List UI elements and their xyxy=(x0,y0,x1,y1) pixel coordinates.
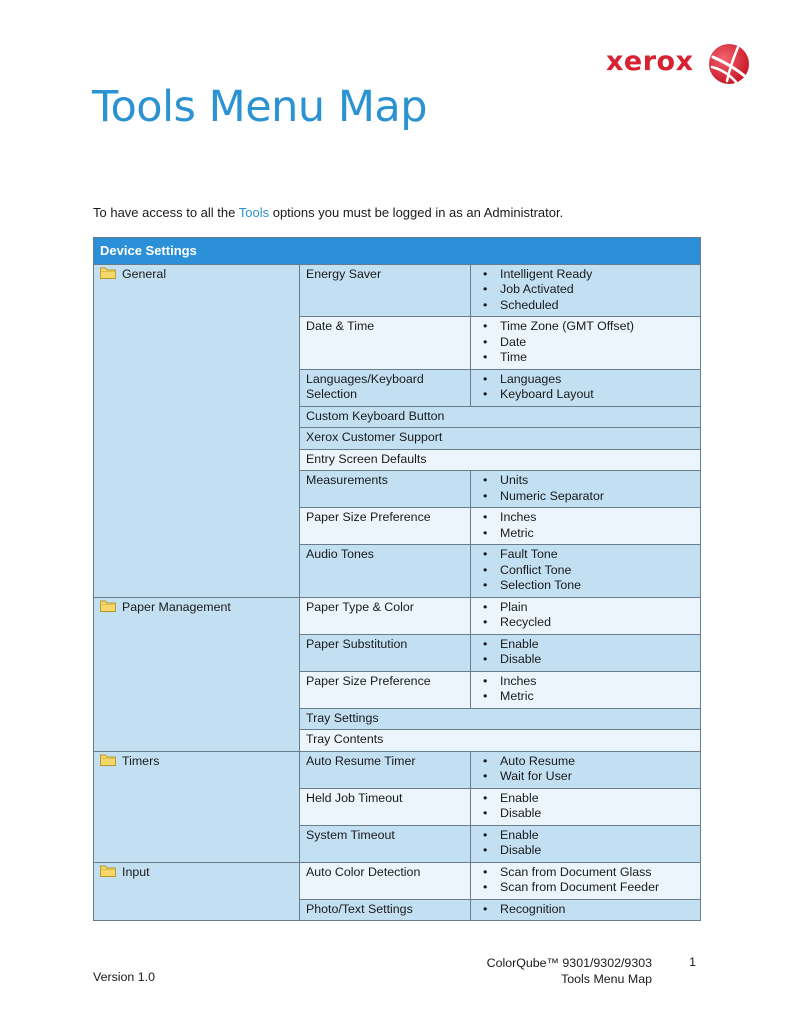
options-cell xyxy=(471,369,701,406)
options-list xyxy=(477,267,694,314)
setting-name: Energy Saver xyxy=(306,266,382,281)
section-cell xyxy=(94,264,300,597)
setting-cell xyxy=(300,730,701,752)
setting-cell xyxy=(300,508,471,545)
option-item: • Numeric Separator xyxy=(477,489,694,505)
intro-text xyxy=(93,205,563,220)
option-item: • Scan from Document Glass xyxy=(477,865,694,881)
option-item: • Inches xyxy=(477,510,694,526)
device-settings-header: Device Settings xyxy=(94,238,701,265)
section-cell xyxy=(94,597,300,751)
xerox-logo xyxy=(606,42,750,88)
section-label: Paper Management xyxy=(122,599,231,614)
option-item: • Scheduled xyxy=(477,298,694,314)
folder-icon xyxy=(100,754,116,766)
setting-cell xyxy=(300,634,471,671)
option-item: • Metric xyxy=(477,689,694,705)
setting-name: Paper Substitution xyxy=(306,636,408,651)
setting-cell xyxy=(300,671,471,708)
setting-cell xyxy=(300,597,471,634)
setting-cell xyxy=(300,369,471,406)
options-list xyxy=(477,674,694,705)
setting-name: Held Job Timeout xyxy=(306,790,403,805)
setting-name: Languages/Keyboard Selection xyxy=(306,371,424,401)
options-list xyxy=(477,791,694,822)
option-item: • Keyboard Layout xyxy=(477,387,694,403)
setting-name: Custom Keyboard Button xyxy=(306,408,445,423)
options-cell xyxy=(471,508,701,545)
option-item: • Disable xyxy=(477,652,694,668)
intro-highlight: Tools xyxy=(238,205,270,220)
options-list xyxy=(477,372,694,403)
setting-name: Audio Tones xyxy=(306,547,374,561)
options-cell xyxy=(471,634,701,671)
table-row xyxy=(94,264,701,317)
setting-cell xyxy=(300,751,471,788)
options-cell xyxy=(471,671,701,708)
setting-cell xyxy=(300,708,701,730)
setting-cell xyxy=(300,788,471,825)
tools-menu-table xyxy=(93,237,701,921)
option-item: • Scan from Document Feeder xyxy=(477,880,694,896)
option-item: • Job Activated xyxy=(477,282,694,298)
setting-cell xyxy=(300,471,471,508)
setting-name: Entry Screen Defaults xyxy=(306,451,427,466)
setting-name: Xerox Customer Support xyxy=(306,430,443,444)
option-item: • Units xyxy=(477,473,694,489)
option-item: • Enable xyxy=(477,791,694,807)
options-list xyxy=(477,754,694,785)
setting-cell xyxy=(300,406,701,428)
option-item: • Time xyxy=(477,350,694,366)
setting-name: Paper Size Preference xyxy=(306,673,431,688)
setting-cell xyxy=(300,825,471,862)
footer-version: Version 1.0 xyxy=(93,970,155,984)
option-item: • Metric xyxy=(477,526,694,542)
option-item: • Disable xyxy=(477,843,694,859)
setting-cell xyxy=(300,317,471,370)
intro-before: To have access to all the xyxy=(93,205,239,220)
options-list xyxy=(477,637,694,668)
setting-name: System Timeout xyxy=(306,827,395,842)
setting-cell xyxy=(300,862,471,899)
options-list xyxy=(477,902,694,918)
option-item: • Recognition xyxy=(477,902,694,918)
option-item: • Wait for User xyxy=(477,769,694,785)
option-item: • Languages xyxy=(477,372,694,388)
options-cell xyxy=(471,862,701,899)
table-row xyxy=(94,751,701,788)
options-list xyxy=(477,865,694,896)
option-item: • Disable xyxy=(477,806,694,822)
setting-cell xyxy=(300,428,701,450)
table-header-row xyxy=(94,238,701,265)
setting-name: Paper Type & Color xyxy=(306,599,414,614)
setting-name: Tray Settings xyxy=(306,710,379,725)
footer-page-number: 1 xyxy=(689,955,696,969)
page-title: Tools Menu Map xyxy=(92,82,428,132)
options-cell xyxy=(471,471,701,508)
setting-name: Photo/Text Settings xyxy=(306,901,413,916)
option-item: • Conflict Tone xyxy=(477,563,694,579)
option-item: • Fault Tone xyxy=(477,547,694,563)
setting-cell xyxy=(300,264,471,317)
option-item: • Enable xyxy=(477,828,694,844)
option-item: • Auto Resume xyxy=(477,754,694,770)
options-list xyxy=(477,600,694,631)
setting-name: Paper Size Preference xyxy=(306,510,431,524)
option-item: • Plain xyxy=(477,600,694,616)
option-item: • Selection Tone xyxy=(477,578,694,594)
section-cell xyxy=(94,751,300,862)
setting-name: Tray Contents xyxy=(306,732,384,746)
folder-icon xyxy=(100,865,116,877)
option-item: • Intelligent Ready xyxy=(477,267,694,283)
footer-doc-title: Tools Menu Map xyxy=(561,972,652,986)
folder-icon xyxy=(100,600,116,612)
option-item: • Enable xyxy=(477,637,694,653)
options-list xyxy=(477,319,694,366)
options-list xyxy=(477,828,694,859)
section-label: General xyxy=(122,266,167,281)
folder-icon xyxy=(100,267,116,279)
options-cell xyxy=(471,899,701,921)
footer-product: ColorQube™ 9301/9302/9303 xyxy=(486,956,652,970)
options-cell xyxy=(471,788,701,825)
section-label: Input xyxy=(122,864,150,879)
options-cell xyxy=(471,264,701,317)
setting-name: Auto Resume Timer xyxy=(306,753,416,768)
options-list xyxy=(477,547,694,594)
setting-cell xyxy=(300,899,471,921)
option-item: • Date xyxy=(477,335,694,351)
option-item: • Inches xyxy=(477,674,694,690)
setting-name: Date & Time xyxy=(306,319,375,333)
table-row xyxy=(94,597,701,634)
setting-name: Auto Color Detection xyxy=(306,864,421,879)
options-cell xyxy=(471,545,701,598)
section-cell xyxy=(94,862,300,921)
footer-product-block xyxy=(440,955,652,987)
options-cell xyxy=(471,317,701,370)
intro-after: options you must be logged in as an Administrator. xyxy=(269,205,564,220)
options-cell xyxy=(471,825,701,862)
options-cell xyxy=(471,597,701,634)
table-row xyxy=(94,862,701,899)
section-label: Timers xyxy=(122,753,160,768)
setting-cell xyxy=(300,545,471,598)
options-list xyxy=(477,473,694,504)
options-cell xyxy=(471,751,701,788)
xerox-wordmark: xerox xyxy=(606,46,694,77)
option-item: • Recycled xyxy=(477,615,694,631)
option-item: • Time Zone (GMT Offset) xyxy=(477,319,694,335)
setting-cell xyxy=(300,449,701,471)
options-list xyxy=(477,510,694,541)
setting-name: Measurements xyxy=(306,473,388,487)
xerox-sphere-icon xyxy=(708,43,750,85)
